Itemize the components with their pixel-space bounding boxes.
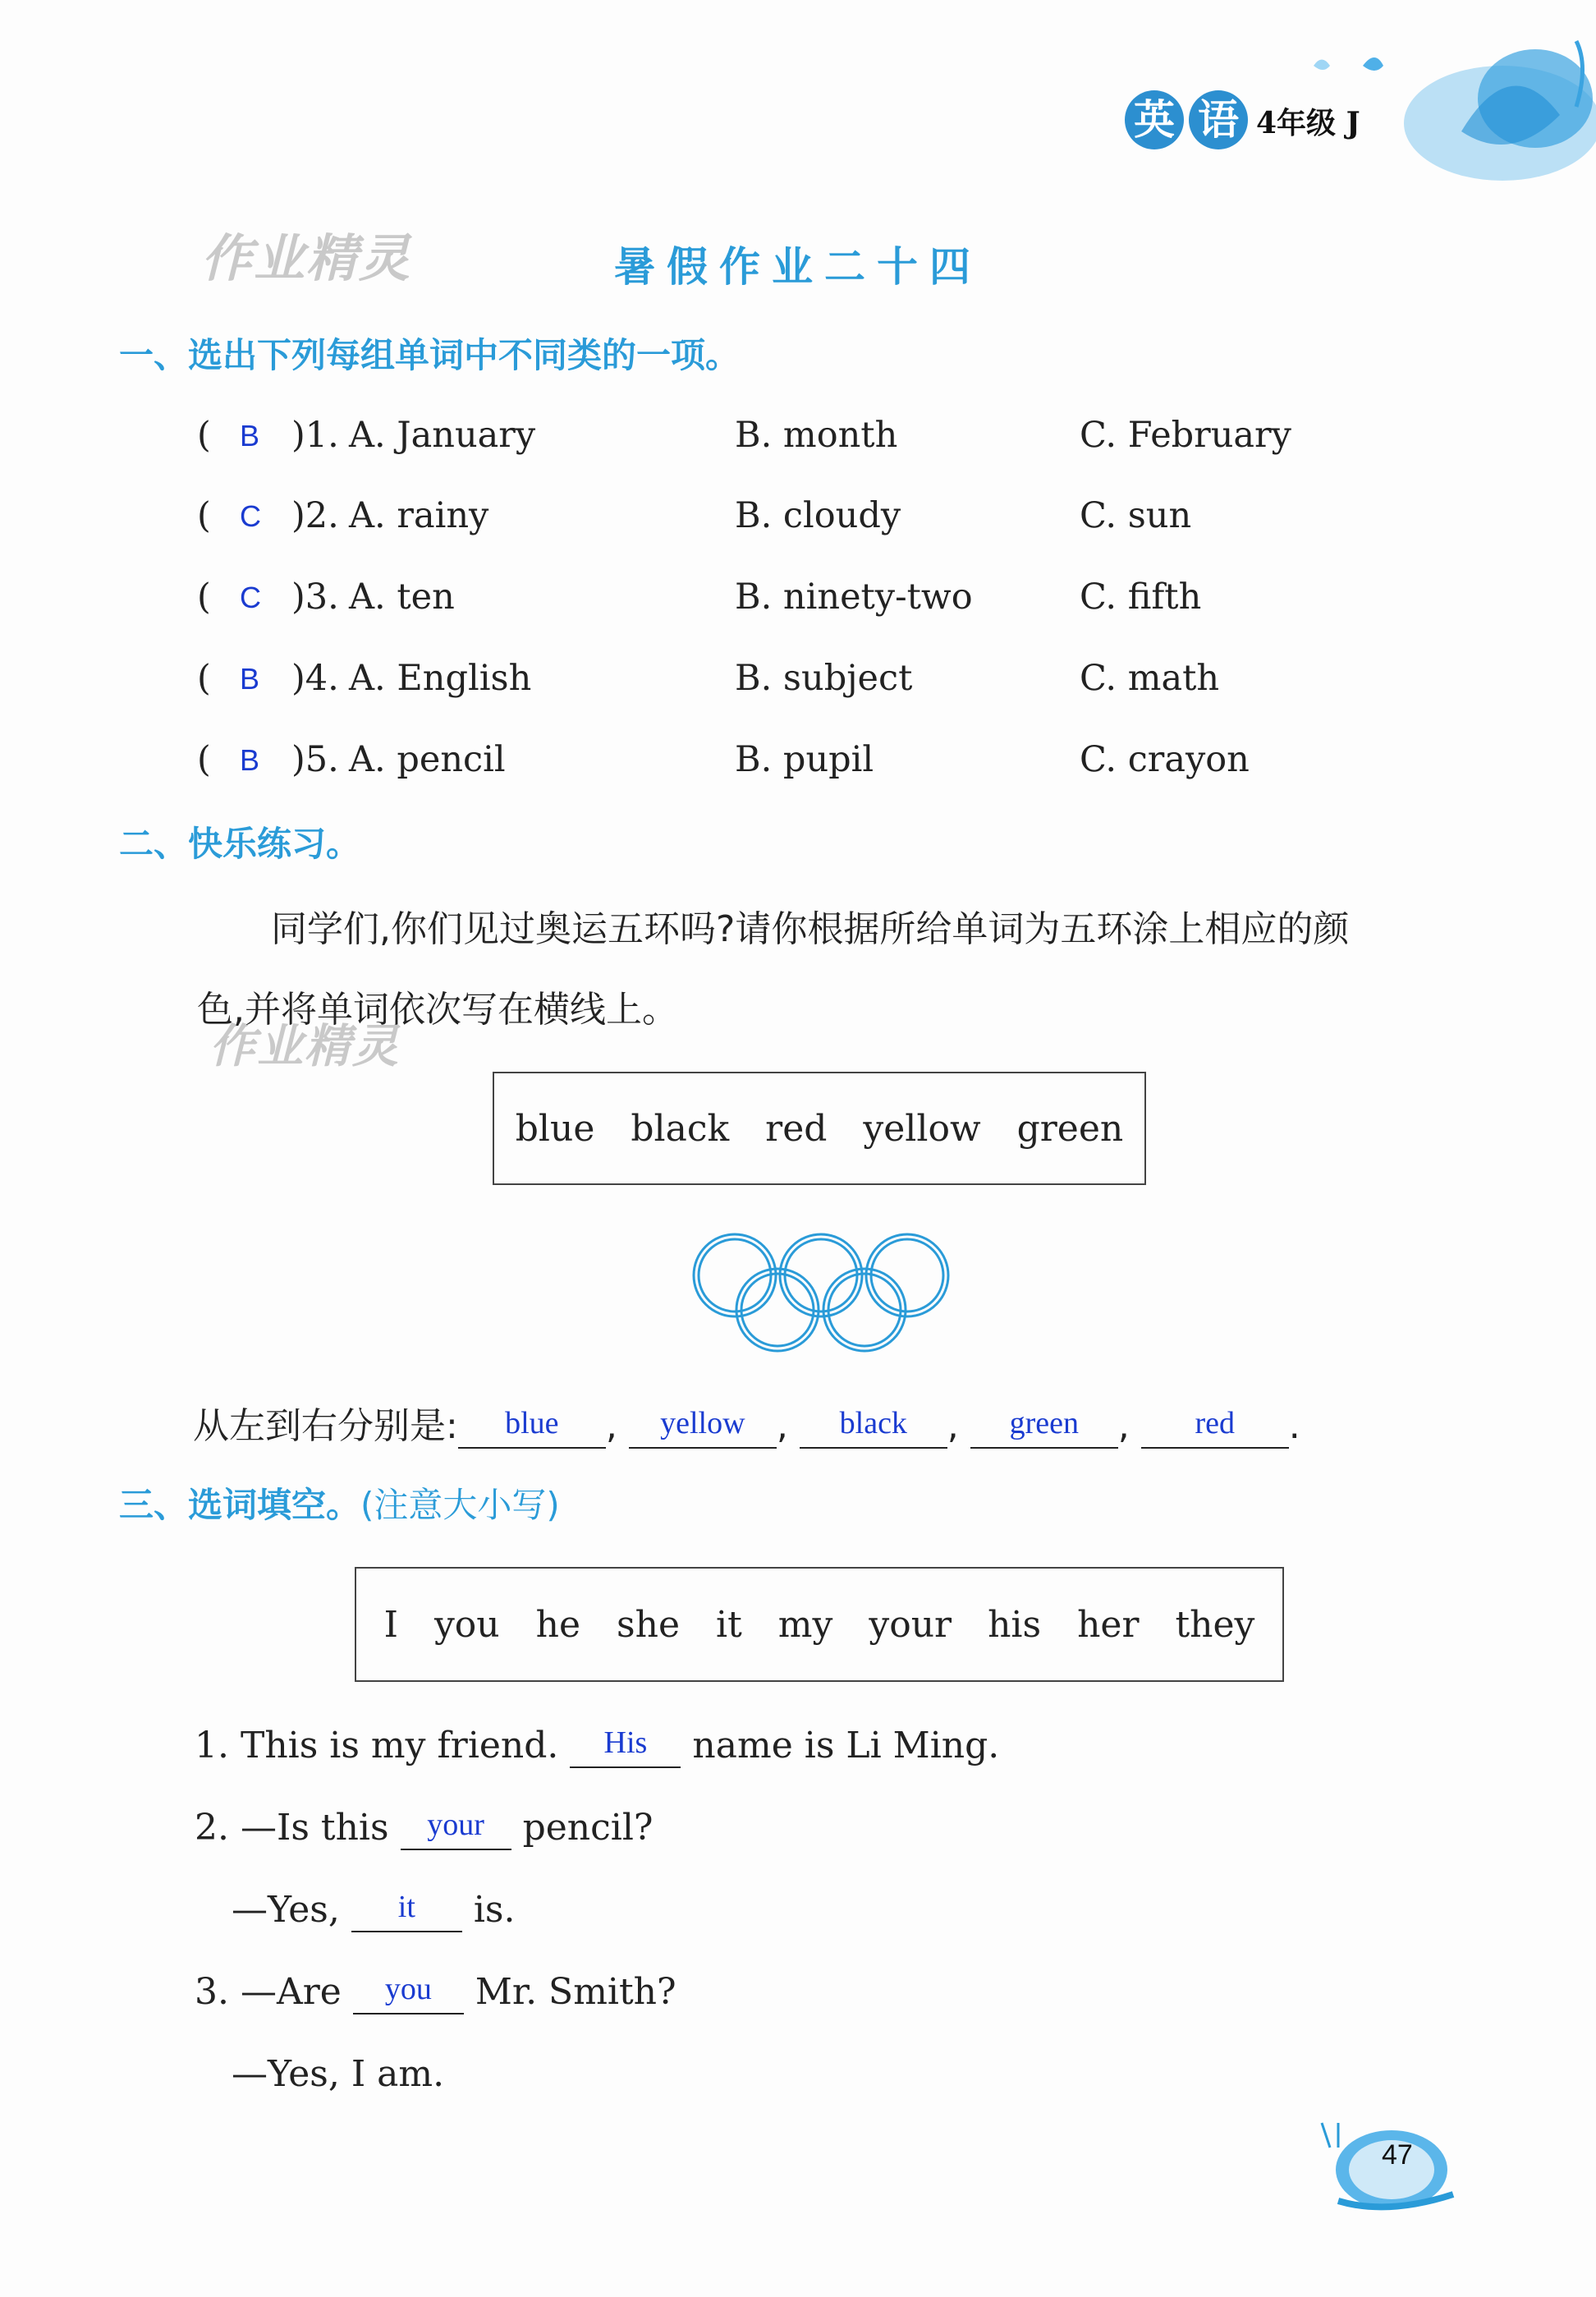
word-box-item: green [1016,1107,1124,1150]
section1-heading: 一、选出下列每组单词中不同类的一项。 [119,335,741,375]
section2-answer-line: 从左到右分别是: blue , yellow , black , green , red . [193,1405,1300,1447]
s3-question-2: 2. —Is this your pencil? [195,1807,654,1849]
word-box-item: my [777,1603,833,1646]
s1-answer: B [240,743,260,777]
s3-blank-1[interactable]: His [570,1725,681,1768]
s1-answer: B [240,662,260,696]
section3-heading: 三、选词填空。(注意大小写) [119,1485,560,1525]
olympic-rings [686,1228,956,1359]
word-box-item: you [433,1603,500,1646]
word-box-item: it [716,1603,742,1646]
answer-blank-1[interactable]: blue [458,1405,606,1449]
answer-blank-2[interactable]: yellow [629,1405,777,1449]
ring-2 [780,1234,862,1316]
answer-blank-4[interactable]: green [970,1405,1118,1449]
word-box-item: yellow [863,1107,981,1150]
s3-blank-2[interactable]: your [401,1807,511,1850]
s1-answer: C [240,581,261,614]
word-box-item: his [988,1603,1042,1646]
subject-badge-2: 语 [1189,90,1248,149]
section2-heading: 二、快乐练习。 [119,824,361,864]
grade-label: 4年级 J [1256,106,1360,140]
s1-answer: C [240,499,261,533]
word-box-item: black [631,1107,730,1150]
word-box-item: red [765,1107,828,1150]
answer-blank-5[interactable]: red [1141,1405,1289,1449]
section2-word-box [493,1072,1146,1185]
s3-question-2-reply: —Yes, it is. [232,1889,516,1931]
watermark-middle: 作业精灵 [209,1020,400,1073]
answer-blank-3[interactable]: black [800,1405,947,1449]
word-box-item: he [535,1603,581,1646]
s3-question-1: 1. This is my friend. His name is Li Ming. [195,1725,1000,1766]
page-number: 47 [1382,2139,1413,2171]
s3-question-3-reply: —Yes, I am. [232,2053,445,2095]
watermark-top: 作业精灵 [201,228,412,288]
word-box-item: your [869,1603,952,1646]
word-box-item: they [1175,1603,1255,1646]
s3-question-3: 3. —Are you Mr. Smith? [195,1971,676,2013]
section3-note: (注意大小写) [360,1485,560,1525]
section3-word-box [355,1567,1284,1682]
word-box-item: she [617,1603,680,1646]
section2-instruction-line1: 同学们,你们见过奥运五环吗?请你根据所给单词为五环涂上相应的颜 [271,908,1350,950]
word-box-item: blue [515,1107,595,1150]
s3-blank-3[interactable]: it [351,1889,462,1932]
word-box-item: her [1077,1603,1140,1646]
section2-instruction-line2: 色,并将单词依次写在横线上。 [197,989,678,1031]
word-box-item: I [383,1603,398,1646]
page-title: 暑假作业二十四 [614,243,982,291]
subject-badge-1: 英 [1125,90,1184,149]
s3-blank-4[interactable]: you [353,1971,464,2014]
s1-answer: B [240,419,260,453]
